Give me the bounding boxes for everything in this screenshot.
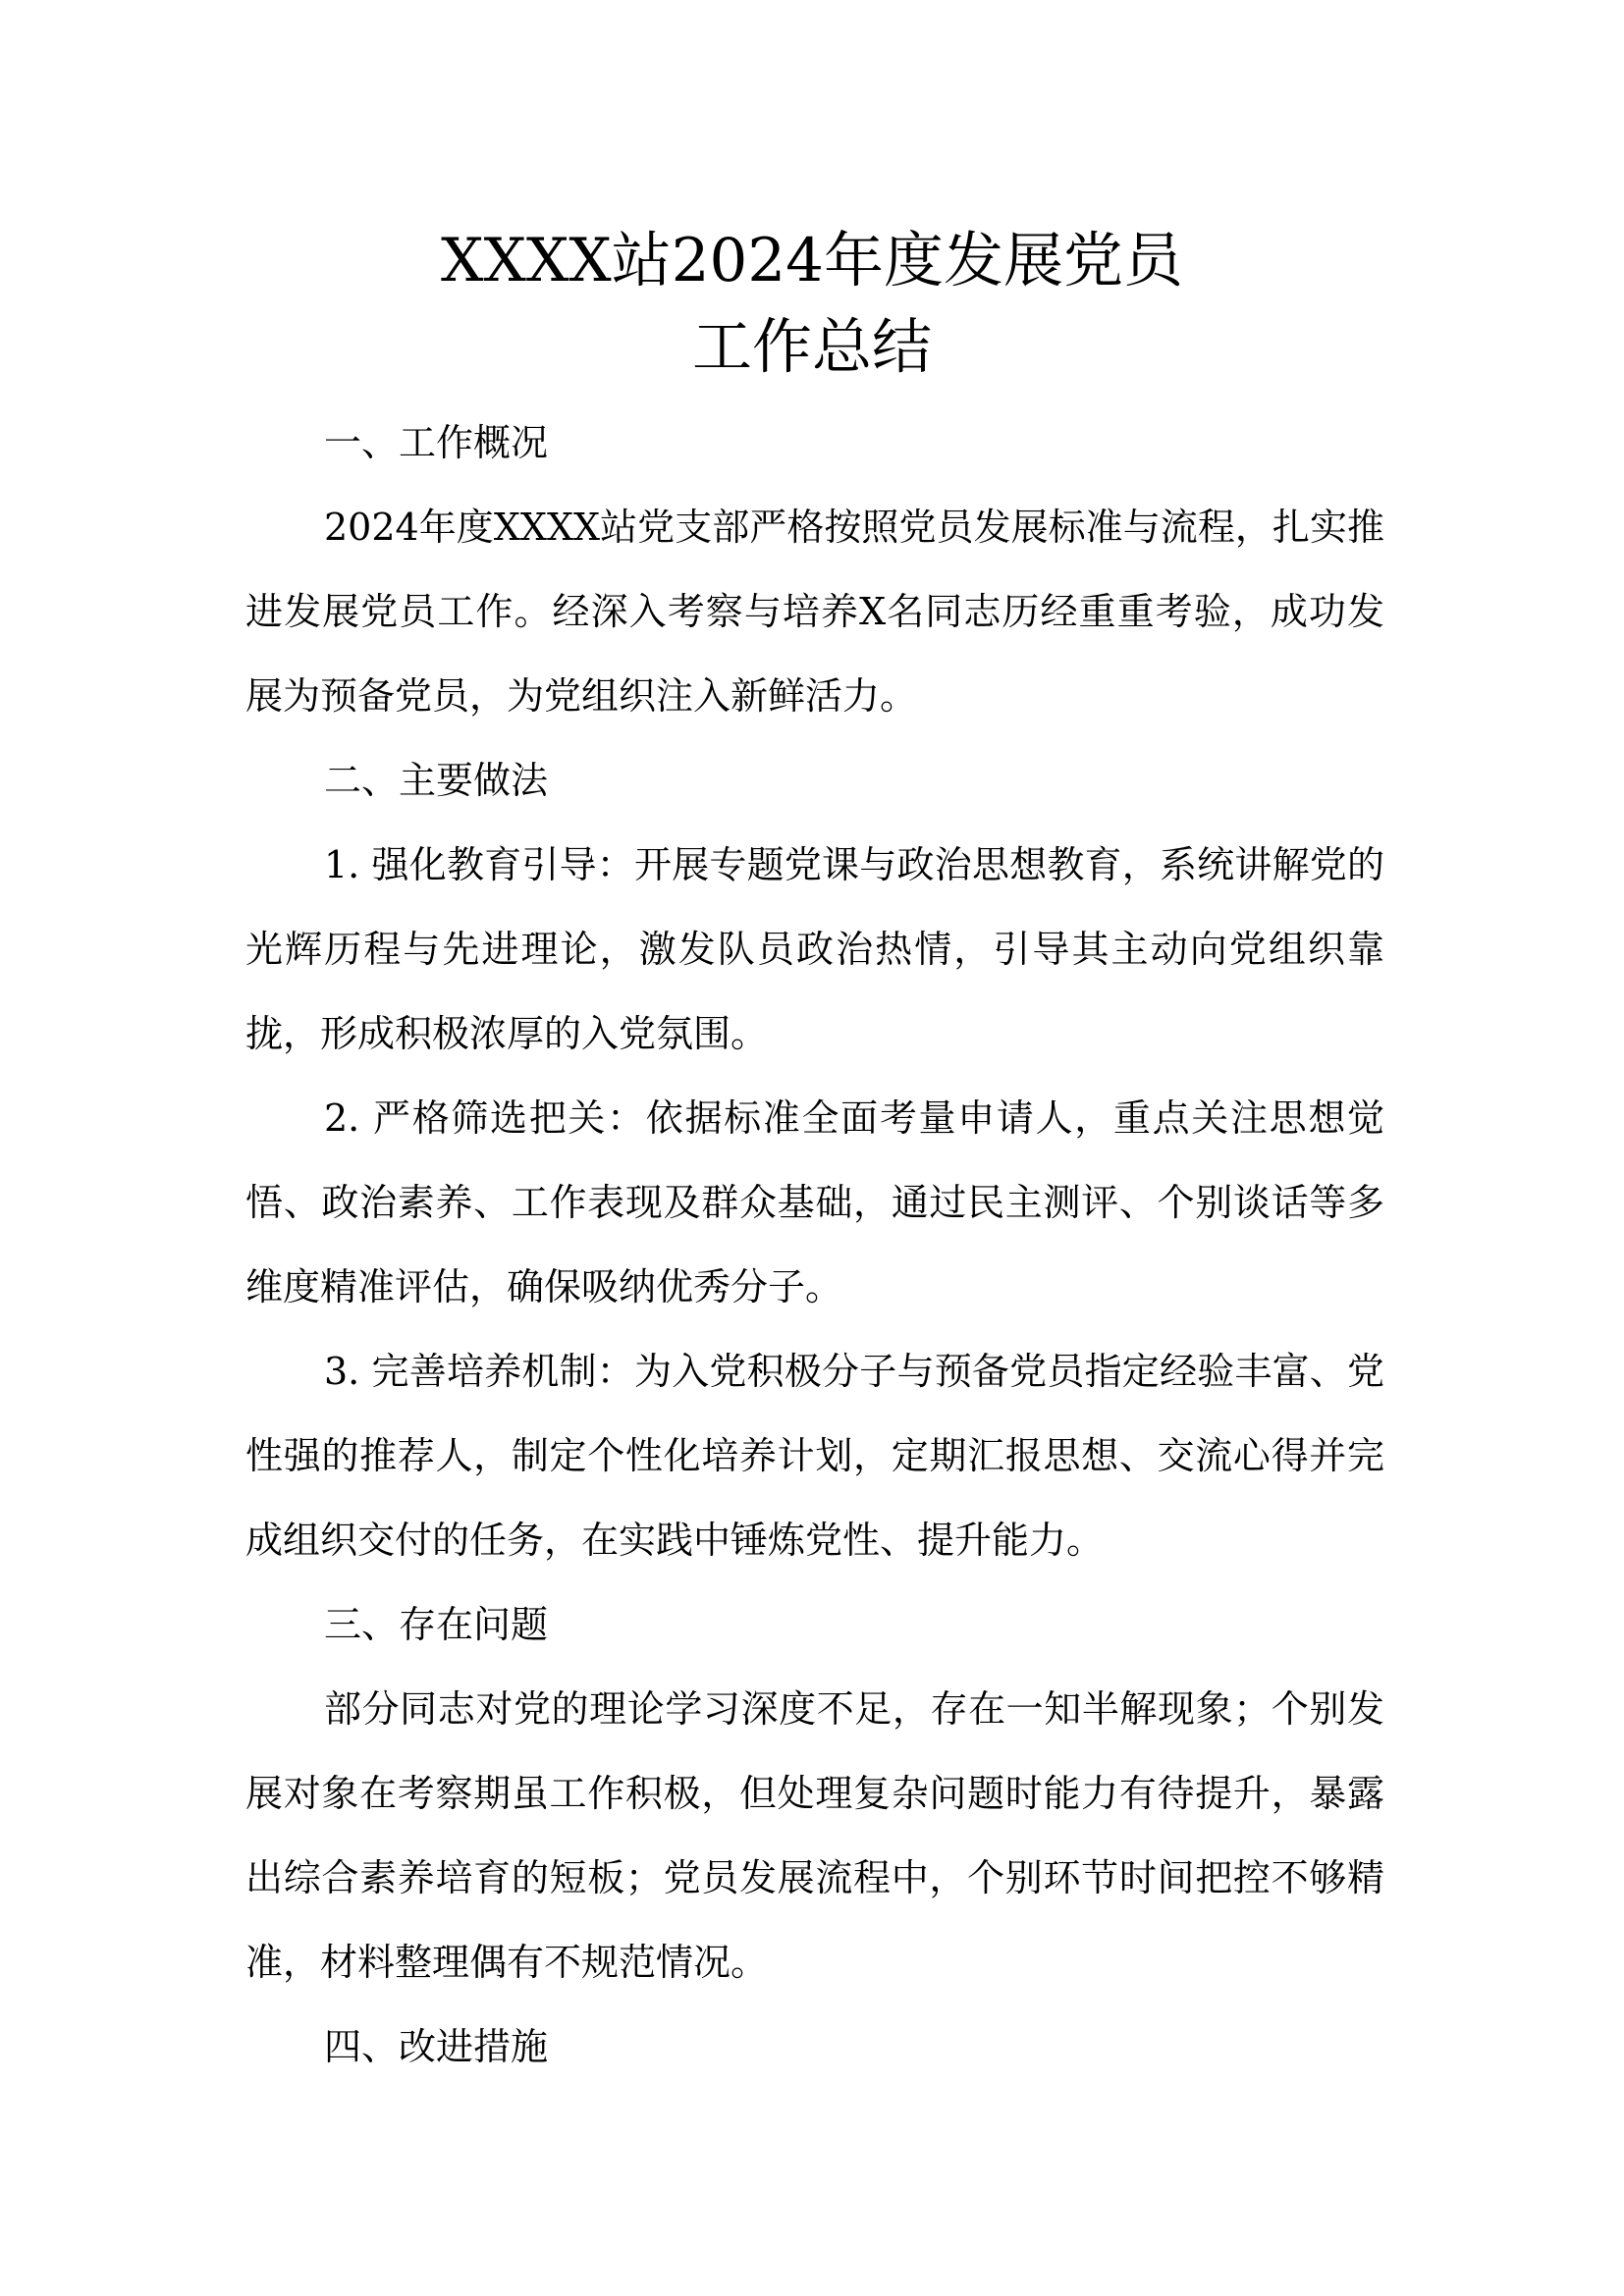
title-line-2: 工作总结	[691, 312, 932, 382]
document-body	[245, 400, 1384, 2089]
paragraph-problems: 部分同志对党的理论学习深度不足，存在一知半解现象；个别发展对象在考察期虽工作积极，但处理复杂问题时能力有待提升，暴露出综合素养培育的短板；党员发展流程中，个别环节时间把控不够精准，材料整理偶有不规范情况。	[245, 1687, 1384, 1984]
paragraph-method-2: 2. 严格筛选把关：依据标准全面考量申请人，重点关注思想觉悟、政治素养、工作表现及群众基础，通过民主测评、个别谈话等多维度精准评估，确保吸纳优秀分子。	[245, 1096, 1384, 1308]
paragraph-method-3: 3. 完善培养机制：为入党积极分子与预备党员指定经验丰富、党性强的推荐人，制定个性化培养计划，定期汇报思想、交流心得并完成组织交付的任务，在实践中锤炼党性、提升能力。	[245, 1350, 1384, 1562]
section-heading-problems: 三、存在问题	[324, 1603, 549, 1646]
section-heading-overview: 一、工作概况	[324, 421, 549, 464]
document-title	[0, 218, 1624, 391]
section-heading-methods: 二、主要做法	[324, 759, 549, 802]
title-line-1: XXXX站2024年度发展党员	[441, 226, 1183, 295]
section-heading-improvements: 四、改进措施	[324, 2025, 549, 2068]
paragraph-method-1: 1. 强化教育引导：开展专题党课与政治思想教育，系统讲解党的光辉历程与先进理论，激发队员政治热情，引导其主动向党组织靠拢，形成积极浓厚的入党氛围。	[245, 843, 1384, 1055]
paragraph-overview: 2024年度XXXX站党支部严格按照党员发展标准与流程，扎实推进发展党员工作。经深入考察与培养X名同志历经重重考验，成功发展为预备党员，为党组织注入新鲜活力。	[245, 506, 1384, 718]
